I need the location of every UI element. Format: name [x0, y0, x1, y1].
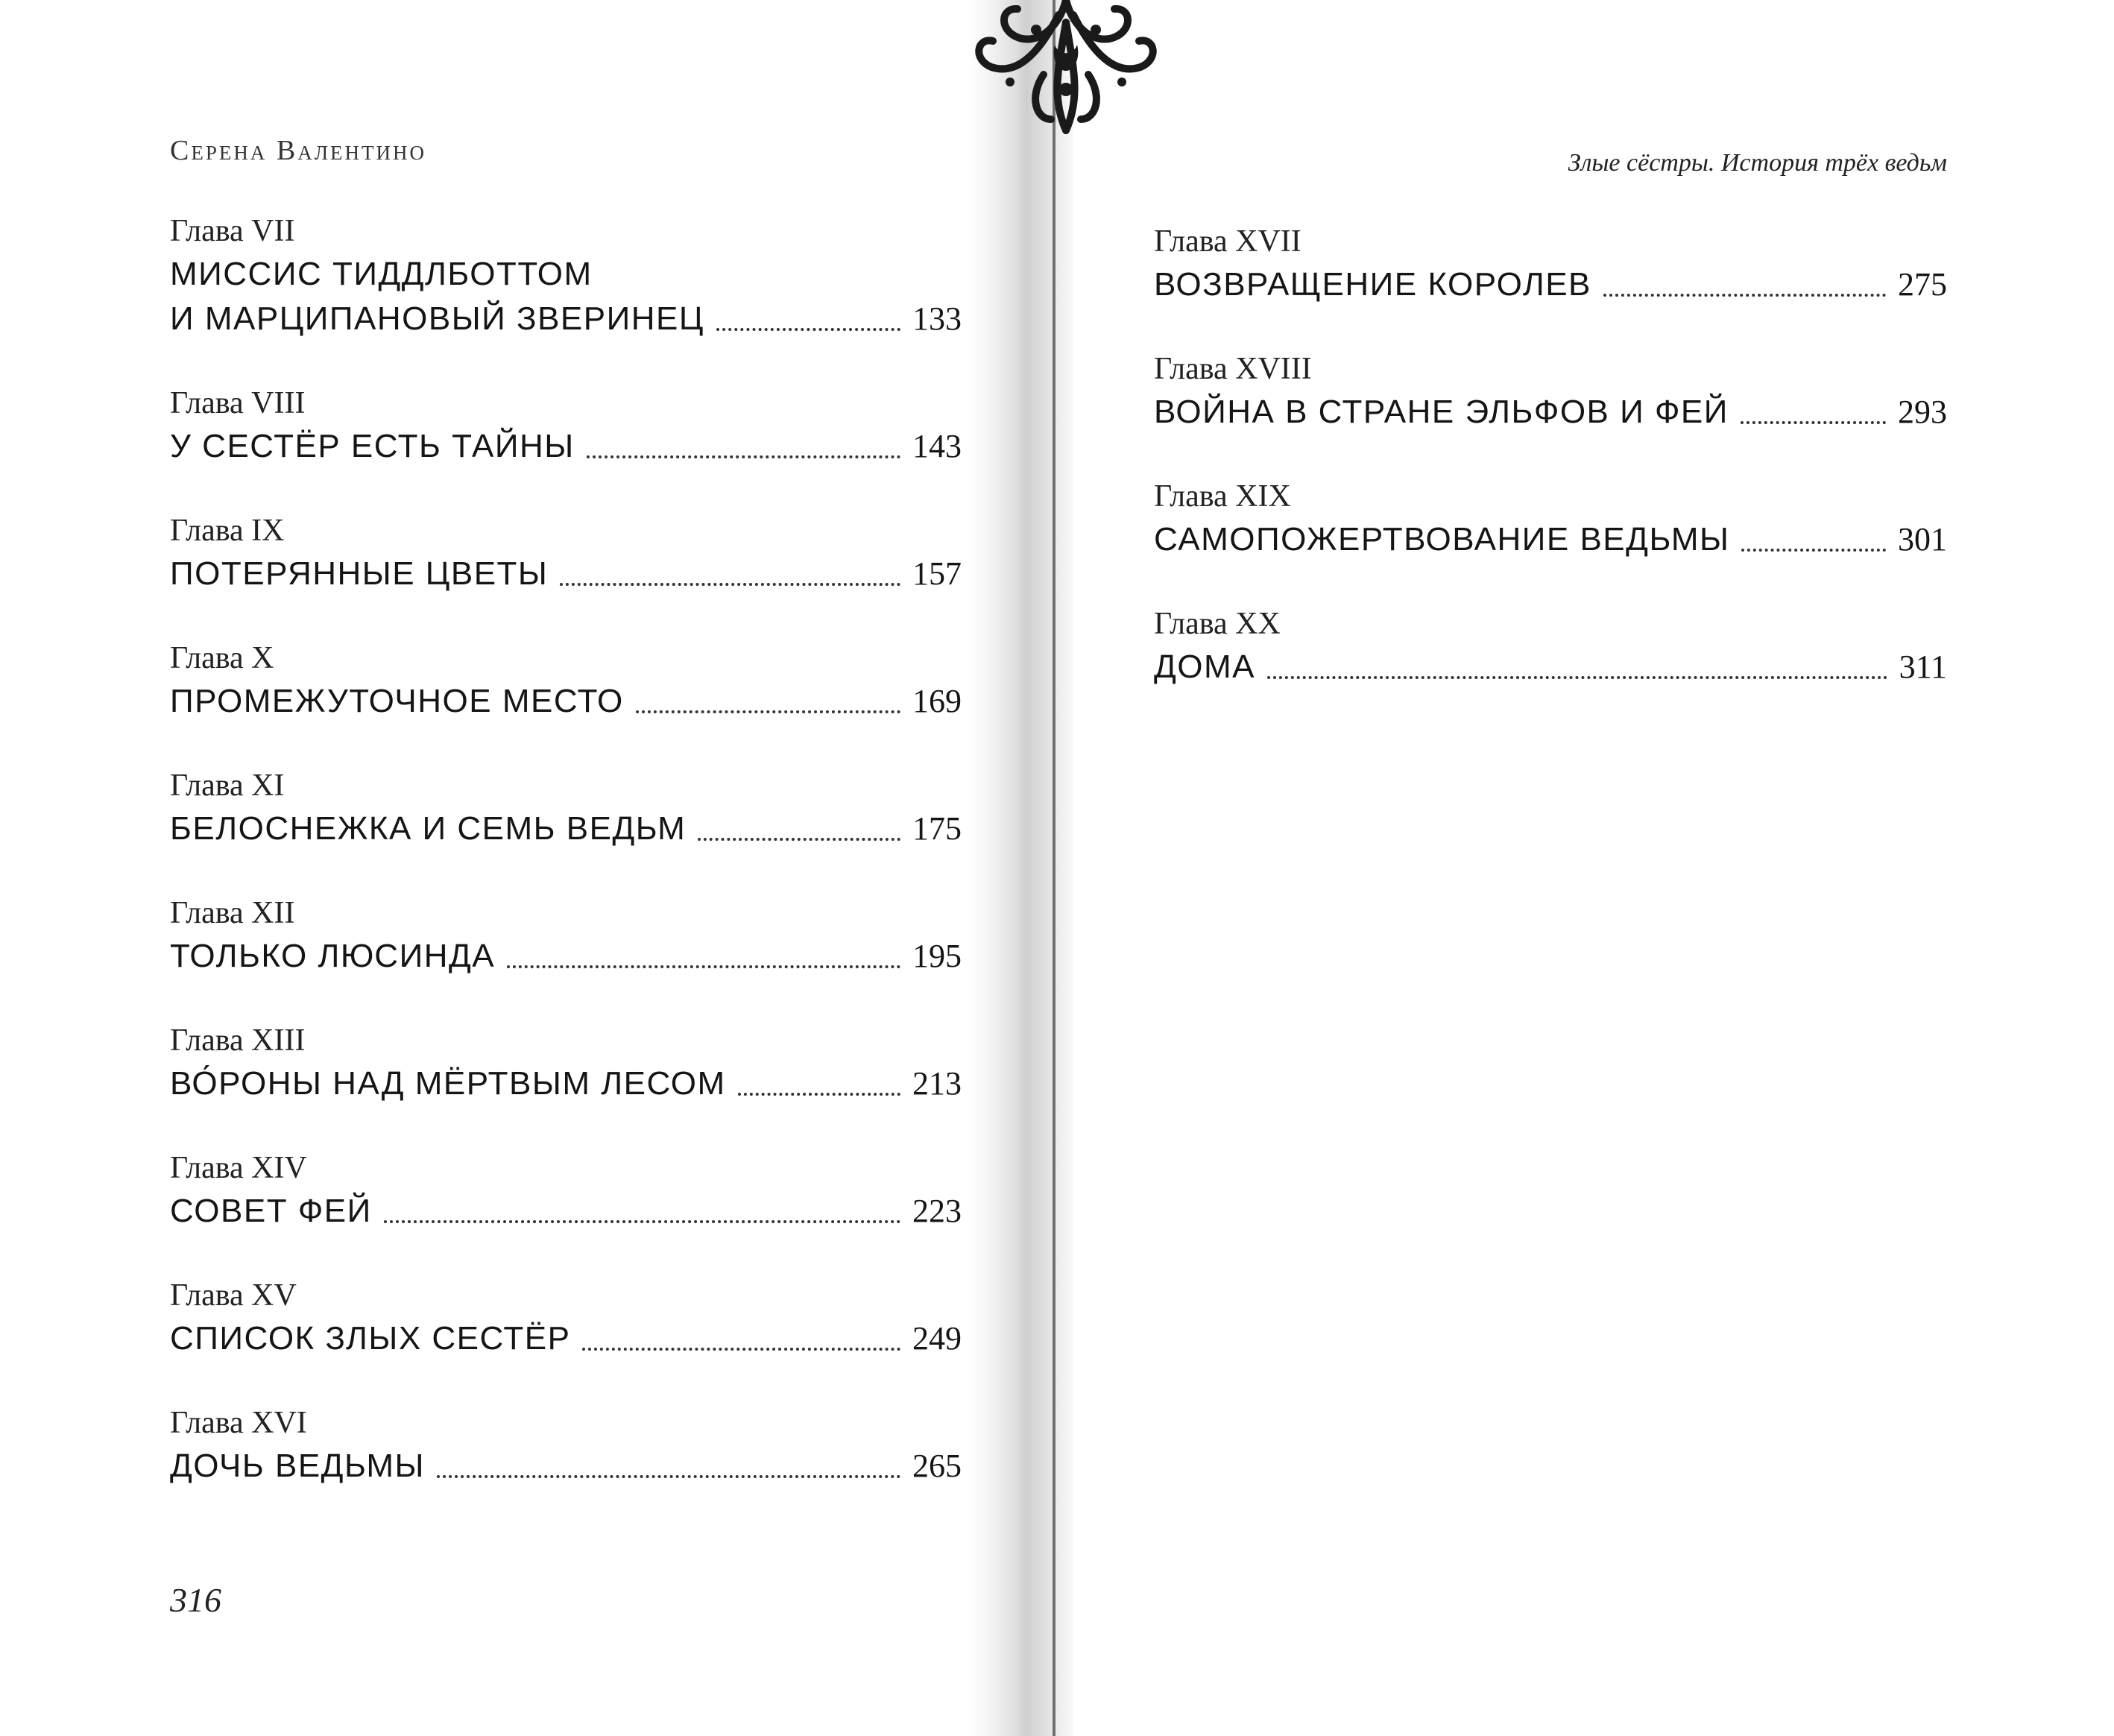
dot-leader — [1741, 421, 1886, 424]
page-reference: 311 — [1899, 648, 1947, 685]
chapter-label: Глава XI — [170, 768, 285, 803]
page-reference: 143 — [912, 428, 962, 464]
dot-leader — [1267, 676, 1887, 679]
toc-entry[interactable] — [1154, 221, 1947, 307]
book-gutter — [969, 0, 1073, 1736]
chapter-title-row — [170, 297, 962, 341]
chapter-title-row — [1154, 262, 1947, 307]
chapter-title: СОВЕТ ФЕЙ — [170, 1193, 372, 1229]
chapter-label: Глава VIII — [170, 386, 306, 420]
chapter-title-row — [170, 807, 962, 851]
dot-leader — [437, 1475, 900, 1478]
chapter-label: Глава XVII — [1154, 224, 1301, 259]
chapter-label: Глава XVI — [170, 1406, 307, 1440]
chapter-title: СПИСОК ЗЛЫХ СЕСТЁР — [170, 1320, 571, 1357]
chapter-title: ДОЧЬ ВЕДЬМЫ — [170, 1448, 425, 1484]
page-reference: 275 — [1898, 266, 1947, 303]
running-head-book-title: Злые сёстры. История трёх ведьм — [1568, 149, 1947, 177]
toc-entry[interactable] — [170, 510, 962, 596]
flourish-ornament-icon — [947, 0, 1185, 142]
dot-leader — [587, 455, 900, 458]
chapter-title: ПОТЕРЯННЫЕ ЦВЕТЫ — [170, 555, 549, 592]
table-of-contents-right — [1154, 221, 1947, 730]
dot-leader — [698, 838, 900, 841]
toc-entry[interactable] — [1154, 348, 1947, 435]
chapter-title-row — [170, 679, 962, 724]
dot-leader — [636, 710, 900, 713]
chapter-label: Глава XIX — [1154, 479, 1291, 514]
dot-leader — [738, 1093, 900, 1096]
running-head-author: Серена Валентино — [170, 135, 426, 166]
chapter-title: У СЕСТЁР ЕСТЬ ТАЙНЫ — [170, 428, 575, 464]
dot-leader — [1603, 294, 1886, 297]
chapter-label: Глава XX — [1154, 607, 1281, 641]
chapter-title: ПРОМЕЖУТОЧНОЕ МЕСТО — [170, 683, 624, 719]
dot-leader — [716, 328, 900, 331]
chapter-label: Глава IX — [170, 514, 285, 548]
toc-entry[interactable] — [170, 1275, 962, 1361]
dot-leader — [384, 1220, 900, 1223]
chapter-title: БЕЛОСНЕЖКА И СЕМЬ ВЕДЬМ — [170, 810, 687, 847]
toc-entry[interactable] — [170, 1147, 962, 1234]
chapter-label: Глава XV — [170, 1278, 297, 1313]
chapter-title: ТОЛЬКО ЛЮСИНДА — [170, 938, 496, 974]
toc-entry[interactable] — [170, 1020, 962, 1106]
chapter-label: Глава XIII — [170, 1023, 306, 1058]
page-reference: 169 — [912, 683, 962, 719]
dot-leader — [1741, 549, 1886, 552]
page-reference: 213 — [912, 1065, 962, 1102]
chapter-title-row — [170, 1444, 962, 1489]
page-reference: 223 — [912, 1193, 962, 1229]
chapter-title: И МАРЦИПАНОВЫЙ ЗВЕРИНЕЦ — [170, 300, 704, 337]
chapter-title-row — [170, 552, 962, 596]
chapter-label: Глава XII — [170, 896, 295, 930]
chapter-title-row — [170, 1061, 962, 1106]
toc-entry[interactable] — [170, 892, 962, 979]
chapter-label: Глава VII — [170, 214, 295, 248]
page-reference: 157 — [912, 555, 962, 592]
chapter-label: Глава XVIII — [1154, 352, 1312, 386]
chapter-title: ДОМА — [1154, 648, 1256, 685]
toc-entry[interactable] — [170, 637, 962, 724]
page-reference: 301 — [1898, 521, 1947, 558]
chapter-title-row — [170, 934, 962, 979]
chapter-title-row — [1154, 390, 1947, 435]
chapter-title: ВОЙНА В СТРАНЕ ЭЛЬФОВ И ФЕЙ — [1154, 394, 1729, 430]
table-of-contents-left — [170, 210, 962, 1530]
chapter-title: ВО́РОНЫ НАД МЁРТВЫМ ЛЕСОМ — [170, 1065, 726, 1102]
toc-entry[interactable] — [170, 765, 962, 851]
page-reference: 249 — [912, 1320, 962, 1357]
page-reference: 265 — [912, 1448, 962, 1484]
chapter-title-row — [170, 1316, 962, 1361]
dot-leader — [560, 583, 900, 586]
toc-entry[interactable] — [170, 382, 962, 469]
dot-leader — [507, 965, 900, 968]
page-reference: 133 — [912, 300, 962, 337]
chapter-title-row — [1154, 517, 1947, 562]
chapter-label: Глава XIV — [170, 1151, 307, 1185]
gutter-line — [1053, 0, 1056, 1736]
page-reference: 195 — [912, 938, 962, 974]
chapter-label: Глава X — [170, 641, 274, 675]
chapter-title-row — [170, 424, 962, 469]
chapter-title: ВОЗВРАЩЕНИЕ КОРОЛЕВ — [1154, 266, 1591, 303]
page-reference: 175 — [912, 810, 962, 847]
toc-entry[interactable] — [1154, 476, 1947, 562]
dot-leader — [582, 1348, 900, 1351]
chapter-title-line: МИССИС ТИДДЛБОТТОМ — [170, 256, 593, 292]
chapter-title-row — [170, 1189, 962, 1234]
page-number: 316 — [170, 1581, 221, 1619]
toc-entry[interactable] — [170, 210, 962, 341]
chapter-title: САМОПОЖЕРТВОВАНИЕ ВЕДЬМЫ — [1154, 521, 1730, 558]
toc-entry[interactable] — [170, 1402, 962, 1489]
page-reference: 293 — [1898, 394, 1947, 430]
chapter-title-row — [1154, 645, 1947, 689]
toc-entry[interactable] — [1154, 603, 1947, 689]
